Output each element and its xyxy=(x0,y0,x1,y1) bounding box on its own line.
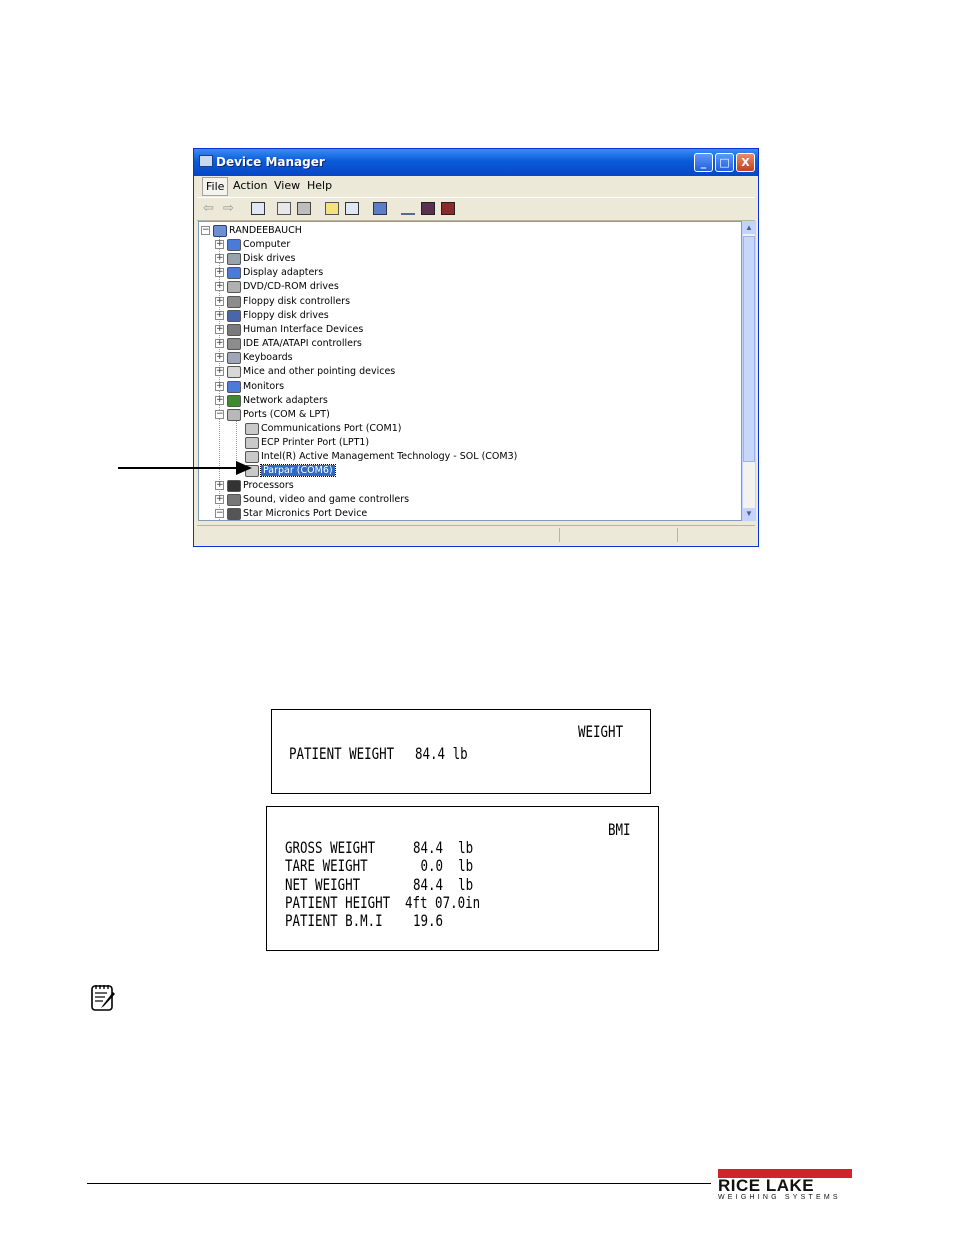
status-bar xyxy=(197,525,755,544)
expand-toggle[interactable]: + xyxy=(216,394,224,405)
help-icon[interactable] xyxy=(325,202,339,215)
console-tree-icon[interactable] xyxy=(251,202,265,215)
computer-root-icon xyxy=(213,225,227,237)
processor-icon xyxy=(227,480,241,492)
callout-arrow-line xyxy=(118,467,240,469)
device-label: Mice and other pointing devices xyxy=(243,366,396,378)
minimize-button[interactable]: _ xyxy=(694,153,713,172)
status-divider xyxy=(677,528,678,542)
device-label: Communications Port (COM1) xyxy=(261,422,402,434)
expand-toggle[interactable]: + xyxy=(216,239,224,249)
ide-controller-icon xyxy=(227,338,241,350)
bmi-row-label: TARE WEIGHT xyxy=(285,856,368,876)
device-label: ECP Printer Port (LPT1) xyxy=(261,437,370,449)
close-button[interactable]: X xyxy=(736,153,755,172)
scroll-thumb[interactable] xyxy=(743,236,755,462)
expand-toggle[interactable]: + xyxy=(216,253,224,264)
tree-root-label: RANDEEBAUCH xyxy=(229,225,302,236)
note-icon xyxy=(91,983,117,1011)
device-label: DVD/CD-ROM drives xyxy=(243,281,339,293)
forward-icon[interactable]: ⇨ xyxy=(223,200,234,215)
menu-help[interactable]: Help xyxy=(307,179,333,192)
expand-toggle[interactable]: + xyxy=(216,479,224,490)
expand-toggle[interactable]: + xyxy=(216,338,224,349)
bmi-row-value: 84.4 lb xyxy=(413,874,474,894)
expand-toggle[interactable]: + xyxy=(216,366,224,377)
device-label: Ports (COM & LPT) xyxy=(243,408,330,420)
device-manager-window xyxy=(193,148,759,547)
expand-toggle[interactable]: + xyxy=(216,281,224,292)
hid-icon xyxy=(227,324,241,336)
expand-toggle[interactable]: + xyxy=(216,323,224,334)
selected-device-label: Parpar (COM6) xyxy=(263,465,333,477)
scroll-down-arrow[interactable]: ▼ xyxy=(743,508,755,520)
toolbar xyxy=(197,197,755,221)
bmi-row-value: 19.6 xyxy=(413,911,444,931)
star-port-icon xyxy=(227,508,241,520)
keyboard-icon xyxy=(227,352,241,364)
port-connector-icon xyxy=(245,423,259,435)
back-icon[interactable]: ⇦ xyxy=(203,200,214,215)
menu-bar xyxy=(197,176,755,196)
mouse-icon xyxy=(227,366,241,378)
tree-scrollbar[interactable] xyxy=(742,221,756,521)
expand-toggle[interactable]: + xyxy=(216,295,224,306)
logo-main-text: RICE LAKE xyxy=(718,1176,815,1195)
port-connector-icon xyxy=(245,437,259,449)
maximize-button[interactable]: □ xyxy=(715,153,734,172)
network-adapter-icon xyxy=(227,395,241,407)
action-pane-icon[interactable] xyxy=(345,202,359,215)
uninstall-icon[interactable] xyxy=(441,202,455,215)
bmi-row-label: PATIENT HEIGHT xyxy=(285,892,391,912)
status-divider xyxy=(559,528,560,542)
bmi-row-label: NET WEIGHT xyxy=(285,874,361,894)
expand-toggle[interactable]: + xyxy=(216,380,224,391)
device-label: Processors xyxy=(243,479,294,491)
port-icon xyxy=(227,409,241,421)
weight-display xyxy=(271,709,651,794)
floppy-controller-icon xyxy=(227,296,241,308)
device-label: Floppy disk drives xyxy=(243,309,329,321)
bmi-mode-label: BMI xyxy=(608,820,631,839)
disk-drive-icon xyxy=(227,253,241,265)
bmi-row-label: PATIENT B.M.I xyxy=(285,911,383,931)
menu-action[interactable]: Action xyxy=(233,179,268,192)
expand-toggle[interactable]: + xyxy=(216,267,224,278)
display-adapter-icon xyxy=(227,267,241,279)
floppy-drive-icon xyxy=(227,310,241,322)
device-label: Intel(R) Active Management Technology - SOL (COM3) xyxy=(261,451,518,463)
scan-hardware-icon[interactable] xyxy=(373,202,387,215)
device-label: Disk drives xyxy=(243,253,296,265)
menu-view[interactable]: View xyxy=(274,179,301,192)
patient-weight-label: PATIENT WEIGHT xyxy=(289,744,395,763)
sound-icon xyxy=(227,494,241,506)
menu-file[interactable]: File xyxy=(202,177,228,196)
bmi-row-label: GROSS WEIGHT xyxy=(285,838,376,857)
monitor-icon xyxy=(227,381,241,393)
collapse-toggle[interactable]: − xyxy=(216,507,224,518)
weight-mode-label: WEIGHT xyxy=(578,722,624,741)
print-icon[interactable] xyxy=(297,202,311,215)
device-label: Computer xyxy=(243,239,291,250)
device-manager-icon xyxy=(199,155,213,167)
expand-toggle[interactable]: + xyxy=(216,352,224,363)
logo-sub-text: WEIGHING SYSTEMS xyxy=(718,1194,841,1201)
update-driver-icon[interactable] xyxy=(401,202,415,215)
expand-toggle[interactable]: + xyxy=(216,309,224,320)
collapse-toggle[interactable]: − xyxy=(216,408,224,419)
bmi-row-value: 0.0 lb xyxy=(413,856,474,876)
bmi-row-value: 4ft 07.0in xyxy=(405,892,481,912)
device-label: Sound, video and game controllers xyxy=(243,493,410,505)
device-label: Floppy disk controllers xyxy=(243,295,351,307)
bmi-row-value: 84.4 lb xyxy=(413,838,474,857)
rice-lake-logo xyxy=(718,1169,852,1204)
device-tree[interactable] xyxy=(198,221,742,521)
device-label: IDE ATA/ATAPI controllers xyxy=(243,338,362,350)
expand-toggle[interactable]: + xyxy=(216,493,224,504)
device-label: Network adapters xyxy=(243,394,328,406)
callout-arrow-head xyxy=(236,461,252,475)
scroll-up-arrow[interactable]: ▲ xyxy=(743,222,755,234)
device-label: Display adapters xyxy=(243,267,324,279)
window-title: Device Manager xyxy=(216,155,325,169)
bmi-display xyxy=(266,806,659,951)
device-label: Human Interface Devices xyxy=(243,323,364,335)
patient-weight-value: 84.4 lb xyxy=(415,744,468,763)
device-label: Star Micronics Port Device xyxy=(243,507,368,519)
collapse-toggle[interactable]: − xyxy=(202,225,210,235)
title-bar[interactable] xyxy=(194,149,758,176)
disable-icon[interactable] xyxy=(421,202,435,215)
device-label: Keyboards xyxy=(243,352,293,364)
footer-rule xyxy=(87,1183,711,1184)
device-label: Monitors xyxy=(243,380,285,392)
dvd-drive-icon xyxy=(227,281,241,293)
computer-icon xyxy=(227,239,241,251)
properties-icon[interactable] xyxy=(277,202,291,215)
